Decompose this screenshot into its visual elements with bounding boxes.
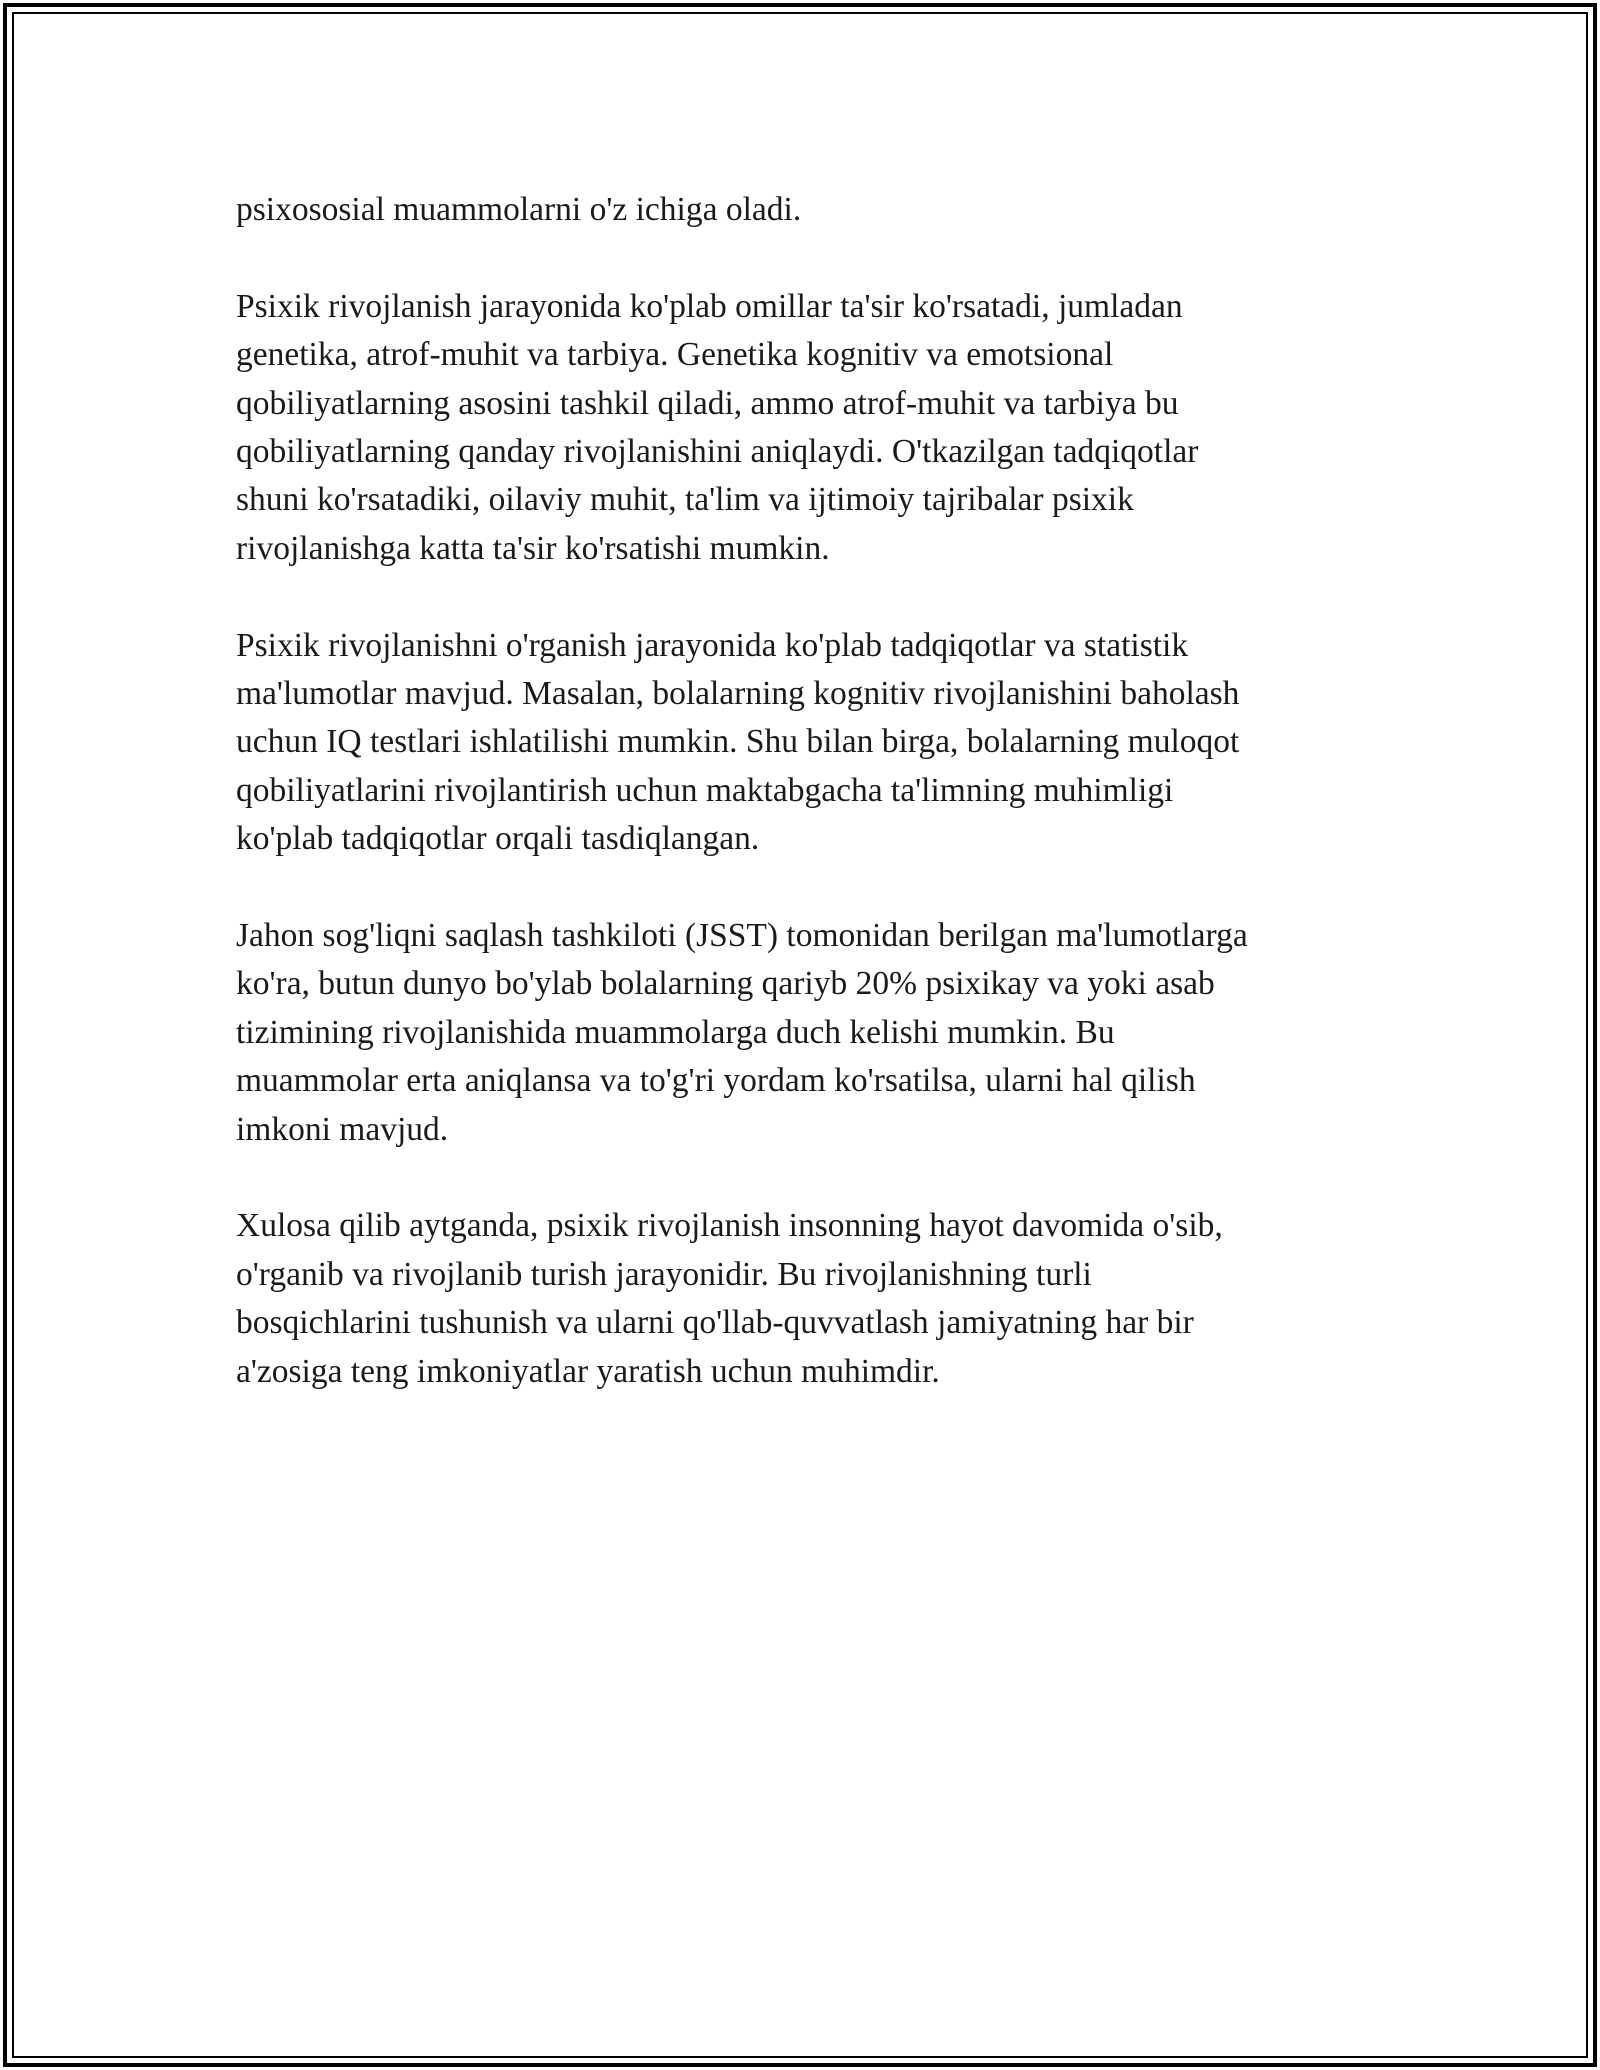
paragraph-line: Psixik rivojlanishni o'rganish jarayonida ko'plab tadqiqotlar va statistik — [236, 626, 1189, 664]
paragraph-line: imkoni mavjud. — [236, 1110, 449, 1148]
paragraph-line: shuni ko'rsatadiki, oilaviy muhit, ta'lim va ijtimoiy tajribalar psixik — [236, 481, 1134, 519]
paragraph-line: tizimining rivojlanishida muammolarga duch kelishi mumkin. Bu — [236, 1013, 1115, 1051]
paragraph-line: muammolar erta aniqlansa va to'g'ri yordam ko'rsatilsa, ularni hal qilish — [236, 1062, 1196, 1100]
paragraph-line: o'rganib va rivojlanib turish jarayonidir. Bu rivojlanishning turli — [236, 1255, 1092, 1293]
paragraph-line: ko'plab tadqiqotlar orqali tasdiqlangan. — [236, 820, 760, 858]
paragraph-5 — [236, 1202, 1366, 1396]
paragraph-4 — [236, 912, 1366, 1154]
paragraph-line: ko'ra, butun dunyo bo'ylab bolalarning qariyb 20% psixikay va yoki asab — [236, 965, 1215, 1003]
paragraph-3 — [236, 622, 1366, 864]
paragraph-line: Xulosa qilib aytganda, psixik rivojlanish insonning hayot davomida o'sib, — [236, 1207, 1223, 1245]
paragraph-line: bosqichlarini tushunish va ularni qo'llab-quvvatlash jamiyatning har bir — [236, 1304, 1194, 1342]
paragraph-line: Psixik rivojlanish jarayonida ko'plab omillar ta'sir ko'rsatadi, jumladan — [236, 287, 1183, 325]
paragraph-line: rivojlanishga katta ta'sir ko'rsatishi mumkin. — [236, 529, 830, 567]
paragraph-line: uchun IQ testlari ishlatilishi mumkin. Shu bilan birga, bolalarning muloqot — [236, 723, 1240, 761]
paragraph-line: genetika, atrof-muhit va tarbiya. Genetika kognitiv va emotsional — [236, 336, 1114, 374]
paragraph-2 — [236, 283, 1366, 573]
paragraph-1 — [236, 186, 1366, 234]
paragraph-line: Jahon sog'liqni saqlash tashkiloti (JSST) tomonidan berilgan ma'lumotlarga — [236, 917, 1248, 955]
paragraph-line: qobiliyatlarning qanday rivojlanishini aniqlaydi. O'tkazilgan tadqiqotlar — [236, 433, 1199, 471]
paragraph-line: qobiliyatlarini rivojlantirish uchun maktabgacha ta'limning muhimligi — [236, 771, 1174, 809]
paragraph-line: ma'lumotlar mavjud. Masalan, bolalarning kognitiv rivojlanishini baholash — [236, 675, 1240, 713]
paragraph-line: psixososial muammolarni o'z ichiga oladi. — [236, 191, 802, 228]
document-body — [236, 186, 1366, 1444]
paragraph-line: qobiliyatlarning asosini tashkil qiladi, ammo atrof-muhit va tarbiya bu — [236, 384, 1179, 422]
paragraph-line: a'zosiga teng imkoniyatlar yaratish uchun muhimdir. — [236, 1352, 940, 1390]
